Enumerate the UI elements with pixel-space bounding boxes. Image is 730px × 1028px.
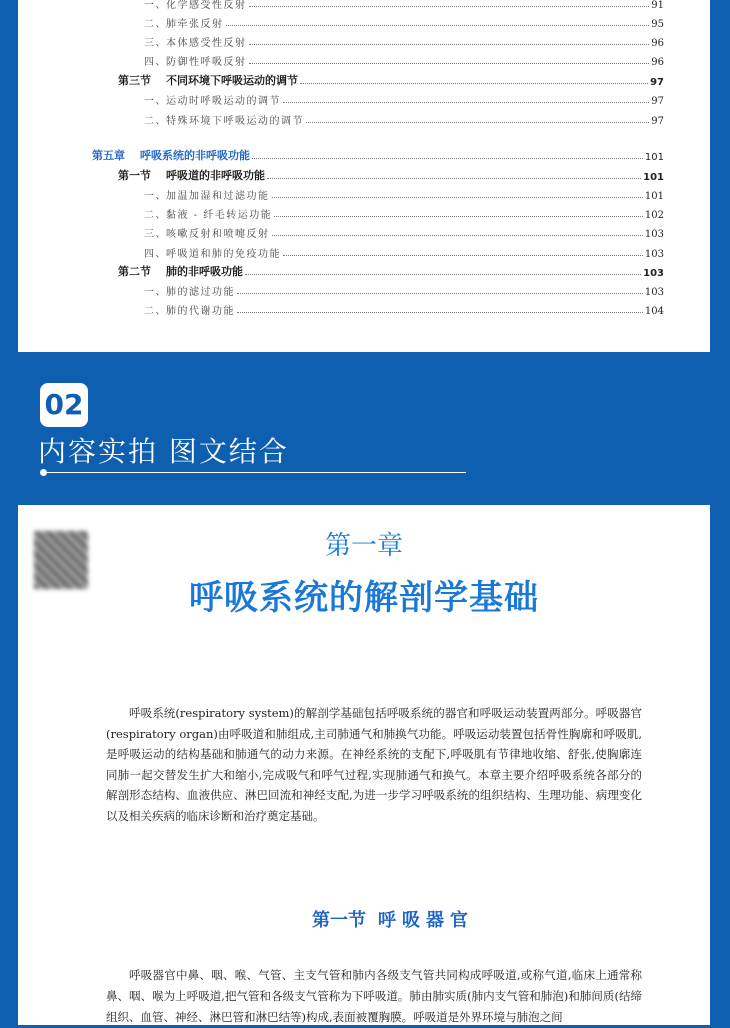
toc-ordinal: 三、	[144, 38, 167, 49]
toc-title: 肺的滤过功能	[166, 287, 235, 298]
toc-page-number: 96	[651, 38, 664, 49]
toc-ordinal: 一、	[144, 0, 167, 11]
toc-section-row	[118, 166, 664, 183]
toc-title: 肺的代谢功能	[166, 306, 235, 317]
toc-item-row	[144, 281, 664, 298]
chapter-intro-paragraph: 呼吸系统(respiratory system)的解剖学基础包括呼吸系统的器官和呼吸运动装置两部分。呼吸器官(respiratory organ)由呼吸道和肺组成,主司肺通气和肺换气功能。呼吸运动装置包括骨性胸廓和呼吸肌,是呼吸运动的结构基础和肺通气的动力来源。在神经系统的支配下,呼吸肌有节律地收缩、舒张,使胸廓连同肺一起交替发生扩大和缩小,完成吸气和呼气过程,实现肺通气和换气。本章主要介绍呼吸系统各部分的解剖形态结构、血液供应、淋巴回流和神经支配,为进一步学习呼吸系统的组织结构、生理功能、病理变化以及相关疾病的临床诊断和治疗奠定基础。	[106, 706, 642, 823]
toc-item-row	[144, 51, 664, 68]
toc-leader-dots	[237, 311, 643, 313]
toc-leader-dots	[272, 196, 643, 198]
toc-item-row	[144, 185, 664, 202]
toc-title: 呼吸道和肺的免疫功能	[166, 249, 281, 260]
toc-label	[118, 167, 265, 183]
toc-leader-dots	[237, 292, 643, 294]
toc-ordinal: 二、	[144, 19, 167, 30]
section-number: 第一节	[312, 910, 366, 931]
toc-label	[144, 206, 272, 221]
toc-label	[144, 283, 235, 298]
toc-label	[118, 263, 243, 279]
section-heading: 内容实拍 图文结合	[38, 435, 289, 468]
toc-item-row	[144, 0, 664, 11]
toc-label	[144, 0, 247, 11]
toc-item-row	[144, 13, 664, 30]
toc-title: 特殊环境下呼吸运动的调节	[166, 116, 304, 127]
toc-ordinal: 一、	[144, 287, 167, 298]
toc-item-row	[144, 110, 664, 127]
toc-title: 黏液 - 纤毛转运功能	[166, 210, 273, 221]
toc-leader-dots	[252, 157, 643, 159]
chapter-title: 呼吸系统的解剖学基础	[189, 578, 539, 618]
toc-ordinal: 第五章	[92, 149, 125, 162]
toc-title: 肺的非呼吸功能	[166, 265, 243, 278]
toc-label	[144, 53, 247, 68]
section-title	[18, 906, 730, 932]
toc-ordinal: 四、	[144, 57, 167, 68]
toc-ordinal: 第二节	[118, 265, 151, 278]
toc-label	[144, 187, 270, 202]
section-number-badge: 02	[40, 383, 88, 427]
toc-title: 呼吸道的非呼吸功能	[166, 169, 265, 182]
toc-ordinal: 第一节	[118, 169, 151, 182]
book-page-panel	[18, 505, 710, 1025]
toc-ordinal: 第三节	[118, 74, 151, 87]
toc-label	[144, 302, 235, 317]
toc-label	[144, 112, 304, 127]
toc-page-number: 103	[644, 287, 664, 298]
toc-page-number: 101	[643, 172, 664, 183]
toc-page-number: 91	[651, 0, 664, 11]
toc-leader-dots	[226, 24, 650, 26]
toc-label	[118, 72, 298, 88]
toc-item-row	[144, 90, 664, 107]
chapter-number: 第一章	[324, 531, 403, 561]
toc-leader-dots	[249, 43, 650, 45]
toc-item-row	[144, 300, 664, 317]
toc-ordinal: 一、	[144, 191, 167, 202]
toc-title: 不同环境下呼吸运动的调节	[166, 74, 298, 87]
toc-leader-dots	[272, 234, 643, 236]
toc-page-number: 101	[644, 152, 664, 163]
heading-rule	[42, 472, 466, 473]
toc-section-row	[118, 71, 664, 88]
section-name: 呼吸器官	[378, 910, 474, 931]
toc-title: 加温加湿和过滤功能	[166, 191, 270, 202]
toc-panel	[18, 0, 710, 352]
toc-leader-dots	[283, 254, 643, 256]
toc-page-number: 96	[651, 57, 664, 68]
toc-leader-dots	[249, 62, 650, 64]
toc-page-number: 97	[651, 96, 664, 107]
toc-ordinal: 二、	[144, 306, 167, 317]
toc-ordinal: 三、	[144, 229, 167, 240]
toc-item-row	[144, 32, 664, 49]
toc-page-number: 103	[644, 249, 664, 260]
toc-ordinal: 二、	[144, 116, 167, 127]
toc-label	[144, 92, 281, 107]
toc-leader-dots	[300, 82, 648, 84]
toc-label	[144, 15, 224, 30]
toc-ordinal: 二、	[144, 210, 167, 221]
toc-page-number: 97	[651, 116, 664, 127]
toc-label	[144, 225, 270, 240]
toc-label	[92, 147, 250, 163]
toc-leader-dots	[306, 121, 649, 123]
toc-title: 运动时呼吸运动的调节	[166, 96, 281, 107]
toc-page-number: 95	[651, 19, 664, 30]
toc-page-number: 103	[643, 268, 664, 279]
toc-page-number: 97	[650, 77, 664, 88]
toc-label	[144, 245, 281, 260]
toc-page-number: 104	[644, 306, 664, 317]
toc-item-row	[144, 204, 664, 221]
toc-title: 咳嗽反射和喷嚏反射	[166, 229, 270, 240]
toc-leader-dots	[245, 273, 641, 275]
toc-title: 肺牵张反射	[166, 19, 224, 30]
toc-title: 本体感受性反射	[166, 38, 247, 49]
toc-leader-dots	[274, 215, 643, 217]
toc-ordinal: 四、	[144, 249, 167, 260]
toc-item-row	[144, 223, 664, 240]
toc-page-number: 103	[644, 229, 664, 240]
toc-section-row	[118, 262, 664, 279]
section-body-paragraph: 呼吸器官中鼻、咽、喉、气管、主支气管和肺内各级支气管共同构成呼吸道,或称气道,临床上通常称鼻、咽、喉为上呼吸道,把气管和各级支气管称为下呼吸道。肺由肺实质(肺内支气管和肺泡)和肺间质(结缔组织、血管、神经、淋巴管和淋巴结等)构成,表面被覆胸膜。呼吸道是外界环境与肺泡之间	[106, 968, 642, 1024]
toc-label	[144, 34, 247, 49]
toc-page-number: 101	[644, 191, 664, 202]
toc-leader-dots	[249, 5, 650, 7]
toc-page-number: 102	[644, 210, 664, 221]
toc-title: 化学感受性反射	[166, 0, 247, 11]
toc-title: 防御性呼吸反射	[166, 57, 247, 68]
toc-chapter-row	[92, 146, 664, 163]
toc-leader-dots	[283, 101, 649, 103]
toc-leader-dots	[267, 177, 641, 179]
toc-title: 呼吸系统的非呼吸功能	[140, 149, 250, 162]
toc-item-row	[144, 243, 664, 260]
toc-ordinal: 一、	[144, 96, 167, 107]
